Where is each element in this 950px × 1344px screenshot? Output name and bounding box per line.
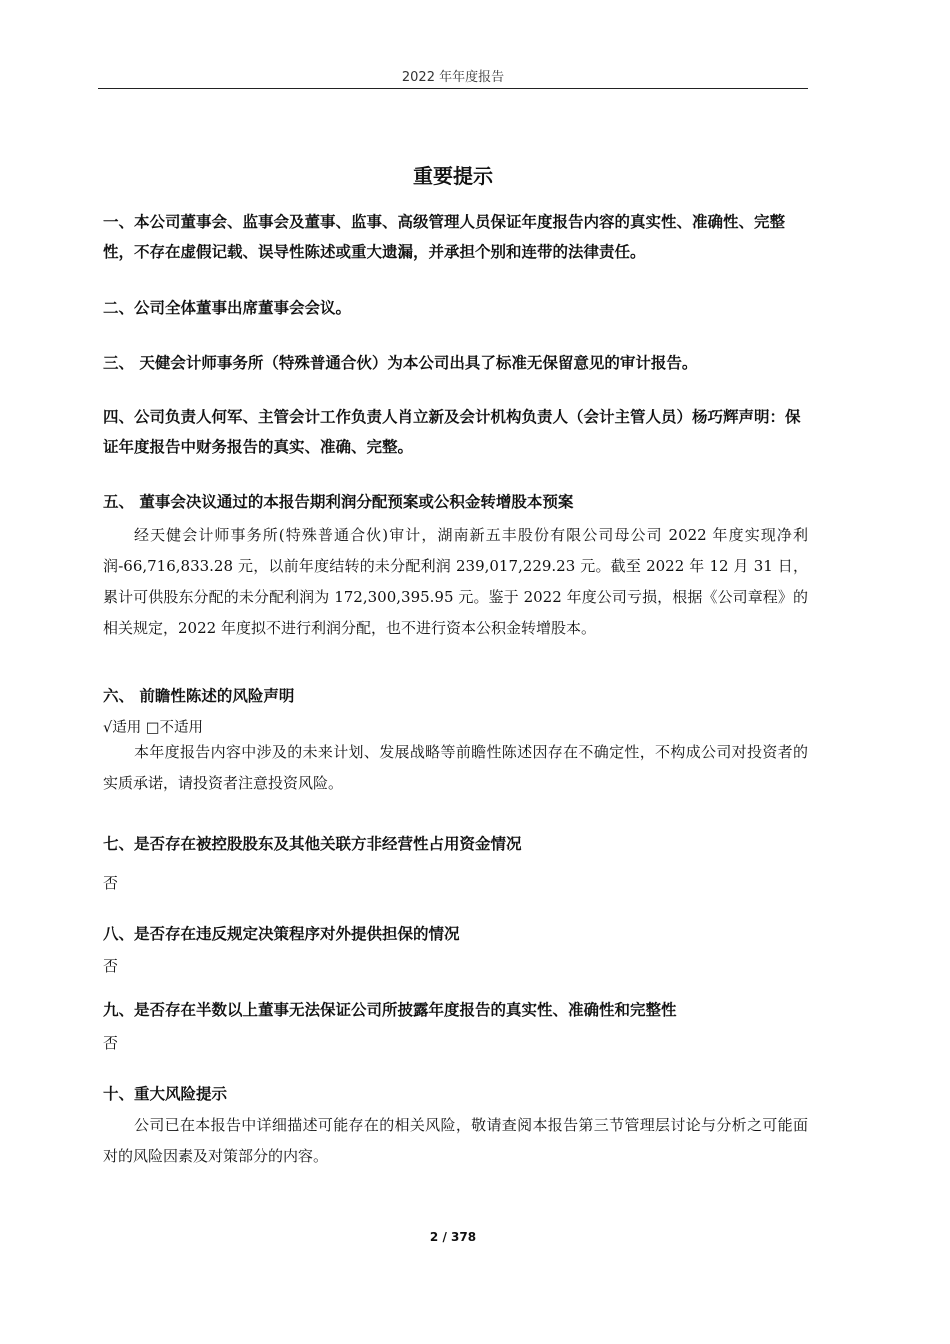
section-10-body: 公司已在本报告中详细描述可能存在的相关风险，敬请查阅本报告第三节管理层讨论与分析之可能面对的风险因素及对策部分的内容。 <box>103 1116 808 1165</box>
page-title: 重要提示 <box>413 164 493 188</box>
section-3-statement: 三、 天健会计师事务所（特殊普通合伙）为本公司出具了标准无保留意见的审计报告。 <box>103 354 698 372</box>
section-5-heading: 五、 董事会决议通过的本报告期利润分配预案或公积金转增股本预案 <box>103 493 574 511</box>
section-2-statement: 二、公司全体董事出席董事会会议。 <box>103 299 352 317</box>
section-7-answer: 否 <box>103 874 119 892</box>
section-8-answer: 否 <box>103 957 119 975</box>
applicability-checkbox: √适用 □不适用 <box>103 720 204 736</box>
section-9-heading: 九、是否存在半数以上董事无法保证公司所披露年度报告的真实性、准确性和完整性 <box>103 1001 677 1019</box>
section-7-heading: 七、是否存在被控股股东及其他关联方非经营性占用资金情况 <box>103 835 522 853</box>
section-4-statement: 四、公司负责人何军、主管会计工作负责人肖立新及会计机构负责人（会计主管人员）杨巧辉声明：保证年度报告中财务报告的真实、准确、完整。 <box>103 408 801 456</box>
section-9-answer: 否 <box>103 1034 119 1052</box>
section-6-heading: 六、 前瞻性陈述的风险声明 <box>103 687 295 705</box>
page-header: 2022 年年度报告 <box>401 70 505 85</box>
section-1-statement: 一、本公司董事会、监事会及董事、监事、高级管理人员保证年度报告内容的真实性、准确性、完整性，不存在虚假记载、误导性陈述或重大遗漏，并承担个别和连带的法律责任。 <box>103 213 786 261</box>
header-divider <box>98 88 808 89</box>
section-5-body: 经天健会计师事务所(特殊普通合伙)审计，湖南新五丰股份有限公司母公司 2022 年度实现净利润-66,716,833.28 元，以前年度结转的未分配利润 239,017,229.23 元。截至 2022 年 12 月 31 日，累计可供股东分配的未分配利润为 172,300,395.95 元。鉴于 2022 年度公司亏损，根据《公司章程》的相关规定，2022 年度拟不进行利润分配，也不进行资本公积金转增股本。 <box>103 526 808 637</box>
section-6-body: 本年度报告内容中涉及的未来计划、发展战略等前瞻性陈述因存在不确定性，不构成公司对投资者的实质承诺，请投资者注意投资风险。 <box>103 743 808 792</box>
section-10-heading: 十、重大风险提示 <box>103 1085 228 1103</box>
page-number: 2 / 378 <box>429 1230 477 1244</box>
section-8-heading: 八、是否存在违反规定决策程序对外提供担保的情况 <box>103 925 460 943</box>
